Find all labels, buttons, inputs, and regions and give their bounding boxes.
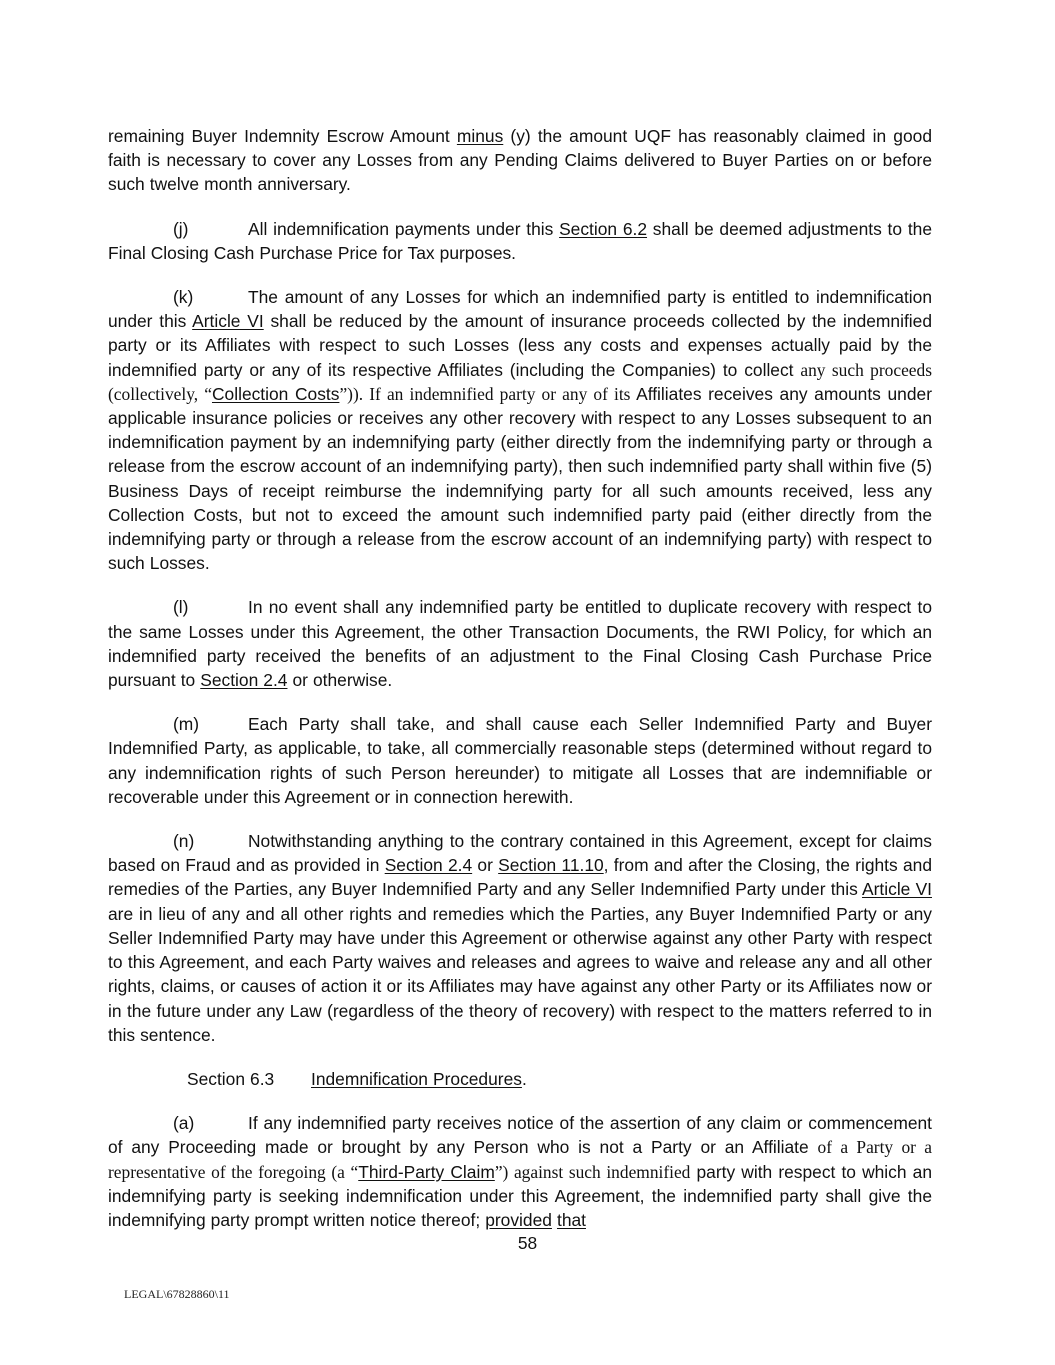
page-body: [108, 124, 932, 1232]
document-id: LEGAL\67828860\11: [124, 1287, 230, 1301]
text: Each Party shall take, and shall cause each Seller Indemnified Party and Buyer Indemnified Party, as applicable, to take, all commercially reasonable steps (determined without regard to any indemnification rights of such Person hereunder) to mitigate all Losses that are indemnifiable or recoverable under this Agreement or in connection herewith.: [108, 714, 932, 807]
text: (y) the amount UQF has reasonably claimed in good faith is necessary to cover any Losses from any Pending Claims delivered to Buyer Parties on or before such twelve month anniversary.: [108, 126, 932, 195]
paragraph-l: [108, 595, 932, 692]
underlined-term: provided: [485, 1209, 552, 1230]
paragraph-m: [108, 712, 932, 809]
text: remaining Buyer Indemnity Escrow Amount: [108, 126, 457, 146]
page-number: 58: [517, 1233, 538, 1253]
defined-term: Third-Party Claim: [358, 1161, 495, 1182]
section-reference: Section 11.10: [498, 855, 604, 876]
text: are in lieu of any and all other rights and remedies which the Parties, any Buyer Indemnified Party or any Seller Indemnified Party may have under this Agreement or otherwise against any other Party with respect to this Agreement, and each Party waives and releases and agrees to waive and release any and all other rights, claims, or causes of action it or its Affiliates may have against any other Party or its Affiliates now or in the future under any Law (regardless of the theory of recovery) with respect to the matters referred to in this sentence.: [108, 903, 932, 1045]
text: party with respect to which an indemnifying party is seeking indemnification under this Agreement, the indemnified party shall give the indemnifying party prompt written notice thereof;: [108, 1161, 932, 1230]
text: or: [472, 855, 499, 876]
underlined-term: that: [556, 1209, 586, 1230]
text: shall be reduced by the amount of insurance proceeds collected by the indemnified party or its Affiliates with respect to such Losses (less any costs and expenses actually paid by the indemnified party or any of its respective Affiliates (including the Companies) to collect: [108, 311, 932, 380]
paragraph-a: [108, 1111, 932, 1232]
text: of a Party or a representative of the foregoing (a “: [108, 1137, 932, 1182]
paragraph-i-continuation: [108, 124, 932, 197]
text: In no event shall any indemnified party be entitled to duplicate recovery with respect to the same Losses under this Agreement, the other Transaction Documents, the RWI Policy, for which an indemnified party received the benefits of an adjustment to the Final Closing Cash Purchase Price pursuant to: [108, 597, 932, 691]
defined-term: Collection Costs: [211, 383, 340, 404]
text: , from and after the Closing, the rights and remedies of the Parties, any Buyer Indemnified Party and any Seller Indemnified Party under this: [108, 855, 932, 900]
paragraph-label: (n): [173, 831, 195, 852]
section-title: Indemnification Procedures: [311, 1068, 522, 1089]
section-reference: Section 6.2: [559, 218, 648, 239]
text: or otherwise.: [287, 670, 393, 691]
section-reference: Section 2.4: [384, 855, 473, 876]
paragraph-label: (l): [173, 597, 189, 618]
text: shall be deemed adjustments to the Final Closing Cash Purchase Price for Tax purposes.: [108, 218, 932, 263]
paragraph-k: [108, 285, 932, 575]
article-reference: Article VI: [192, 311, 264, 332]
paragraph-label: (k): [173, 287, 194, 308]
text: The amount of any Losses for which an indemnified party is entitled to indemnification under this: [108, 287, 932, 332]
paragraph-label: (j): [173, 218, 189, 239]
text: ”)). If an indemnified party or any of its: [339, 383, 631, 404]
section-reference: Section 2.4: [200, 670, 288, 691]
paragraph-label: (a): [173, 1113, 195, 1134]
text: Notwithstanding anything to the contrary contained in this Agreement, except for claims based on Fraud and as provided in: [108, 831, 932, 876]
text: ”) against such indemnified: [494, 1161, 691, 1182]
section-number: Section 6.3: [187, 1068, 275, 1089]
paragraph-j: [108, 217, 932, 265]
paragraph-n: [108, 829, 932, 1047]
text: If any indemnified party receives notice of the assertion of any claim or commencement of any Proceeding made or brought by any Person who is not a Party or an Affiliate: [108, 1113, 932, 1158]
underlined-term: minus: [456, 126, 504, 146]
section-heading: [108, 1067, 932, 1091]
text: any such proceeds (collectively, “: [108, 359, 932, 404]
text: Affiliates receives any amounts under applicable insurance policies or receives any other recovery with respect to any Losses subsequent to an indemnification payment by an indemnifying party (either directly from the indemnifying party or through a release from the escrow account of an indemnifying party), then such indemnified party shall within five (5) Business Days of receipt reimburse the indemnifying party for all such amounts received, less any Collection Costs, but not to exceed the amount such indemnified party paid (either directly from the indemnifying party or through a release from the escrow account of an indemnifying party) with respect to such Losses.: [108, 383, 932, 574]
article-reference: Article VI: [862, 879, 932, 900]
paragraph-label: (m): [173, 714, 200, 735]
text: .: [521, 1068, 527, 1089]
text: All indemnification payments under this: [248, 218, 560, 239]
